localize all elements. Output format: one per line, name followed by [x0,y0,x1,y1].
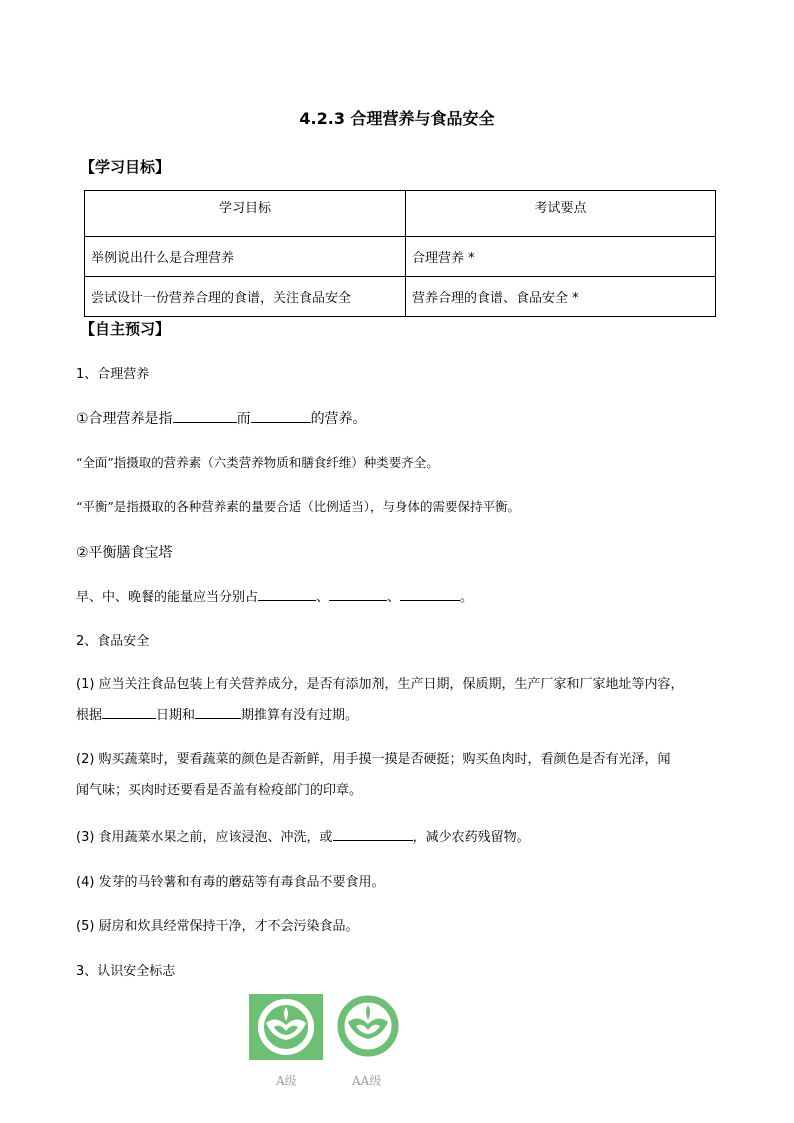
meal-energy-line [76,586,473,605]
logo-label-aa: AA级 [352,1074,382,1088]
table-row [85,237,716,277]
green-food-logo-a-icon [249,994,323,1064]
part3-heading: 3、认识安全标志 [76,964,176,979]
food-safety-item-1 [76,669,721,731]
section-heading-preview: 【自主预习】 [80,320,171,338]
text-segment: ①合理营养是指 [76,411,173,427]
section-heading-goals: 【学习目标】 [80,158,171,176]
food-safety-item-5: (5) 厨房和炊具经常保持干净，才不会污染食品。 [76,919,359,934]
table-cell: 合理营养 * [406,237,716,277]
logo-label-a: A级 [276,1074,297,1088]
fill-blank[interactable] [251,408,311,423]
note-balanced: “平衡”是指摄取的各种营养素的量要合适（比例适当），与身体的需要保持平衡。 [76,499,521,514]
text-segment: 的营养。 [310,411,367,427]
food-safety-item-2 [76,744,721,806]
page-title: 4.2.3 合理营养与食品安全 [299,109,495,128]
text-segment: ，减少农药残留物。 [412,830,530,845]
paragraph-line [76,700,721,731]
text-segment: 、 [316,590,330,605]
paragraph-line: 闻气味；买肉时还要看是否盖有检疫部门的印章。 [76,783,363,798]
fill-blank[interactable] [173,408,237,423]
table-header-cell: 学习目标 [85,191,406,237]
table-cell: 营养合理的食谱、食品安全 * [406,277,716,317]
fill-blank[interactable] [195,704,241,719]
paragraph-line: (1) 应当关注食品包装上有关营养成分，是否有添加剂，生产日期，保质期，生产厂家和厂家地址等内容， [76,677,684,692]
fill-blank[interactable] [333,826,413,841]
table-header-cell: 考试要点 [406,191,716,237]
text-segment: 期推算有没有过期。 [241,708,359,723]
food-pyramid-heading: ②平衡膳食宝塔 [76,545,173,561]
fill-blank[interactable] [102,704,156,719]
part2-heading: 2、食品安全 [76,634,150,649]
paragraph-line: (2) 购买蔬菜时，要看蔬菜的颜色是否新鲜，用手摸一摸是否硬挺；购买鱼肉时，看颜色是否有光泽，闻 [76,752,671,767]
green-food-logo-aa-icon [336,994,400,1062]
table-cell: 举例说出什么是合理营养 [85,237,406,277]
text-segment: 而 [236,411,251,427]
food-safety-item-4: (4) 发芽的马铃薯和有毒的蘑菇等有毒食品不要食用。 [76,875,385,890]
note-comprehensive: “全面”指摄取的营养素（六类营养物质和膳食纤维）种类要齐全。 [76,455,439,470]
text-segment: 。 [460,590,474,605]
nutrition-definition [76,408,367,428]
food-safety-item-3 [76,826,530,845]
fill-blank[interactable] [329,586,387,601]
text-segment: 早、中、晚餐的能量应当分别占 [76,590,259,605]
fill-blank[interactable] [400,586,460,601]
text-segment: 、 [387,590,401,605]
text-segment: 日期和 [156,708,196,723]
goals-table [84,190,716,317]
text-segment: (3) 食用蔬菜水果之前，应该浸泡、冲洗，或 [76,830,333,845]
table-row [85,277,716,317]
text-segment: 根据 [76,708,103,723]
table-header-row [85,191,716,237]
fill-blank[interactable] [258,586,316,601]
part1-heading: 1、合理营养 [76,367,150,382]
table-cell: 尝试设计一份营养合理的食谱，关注食品安全 [85,277,406,317]
